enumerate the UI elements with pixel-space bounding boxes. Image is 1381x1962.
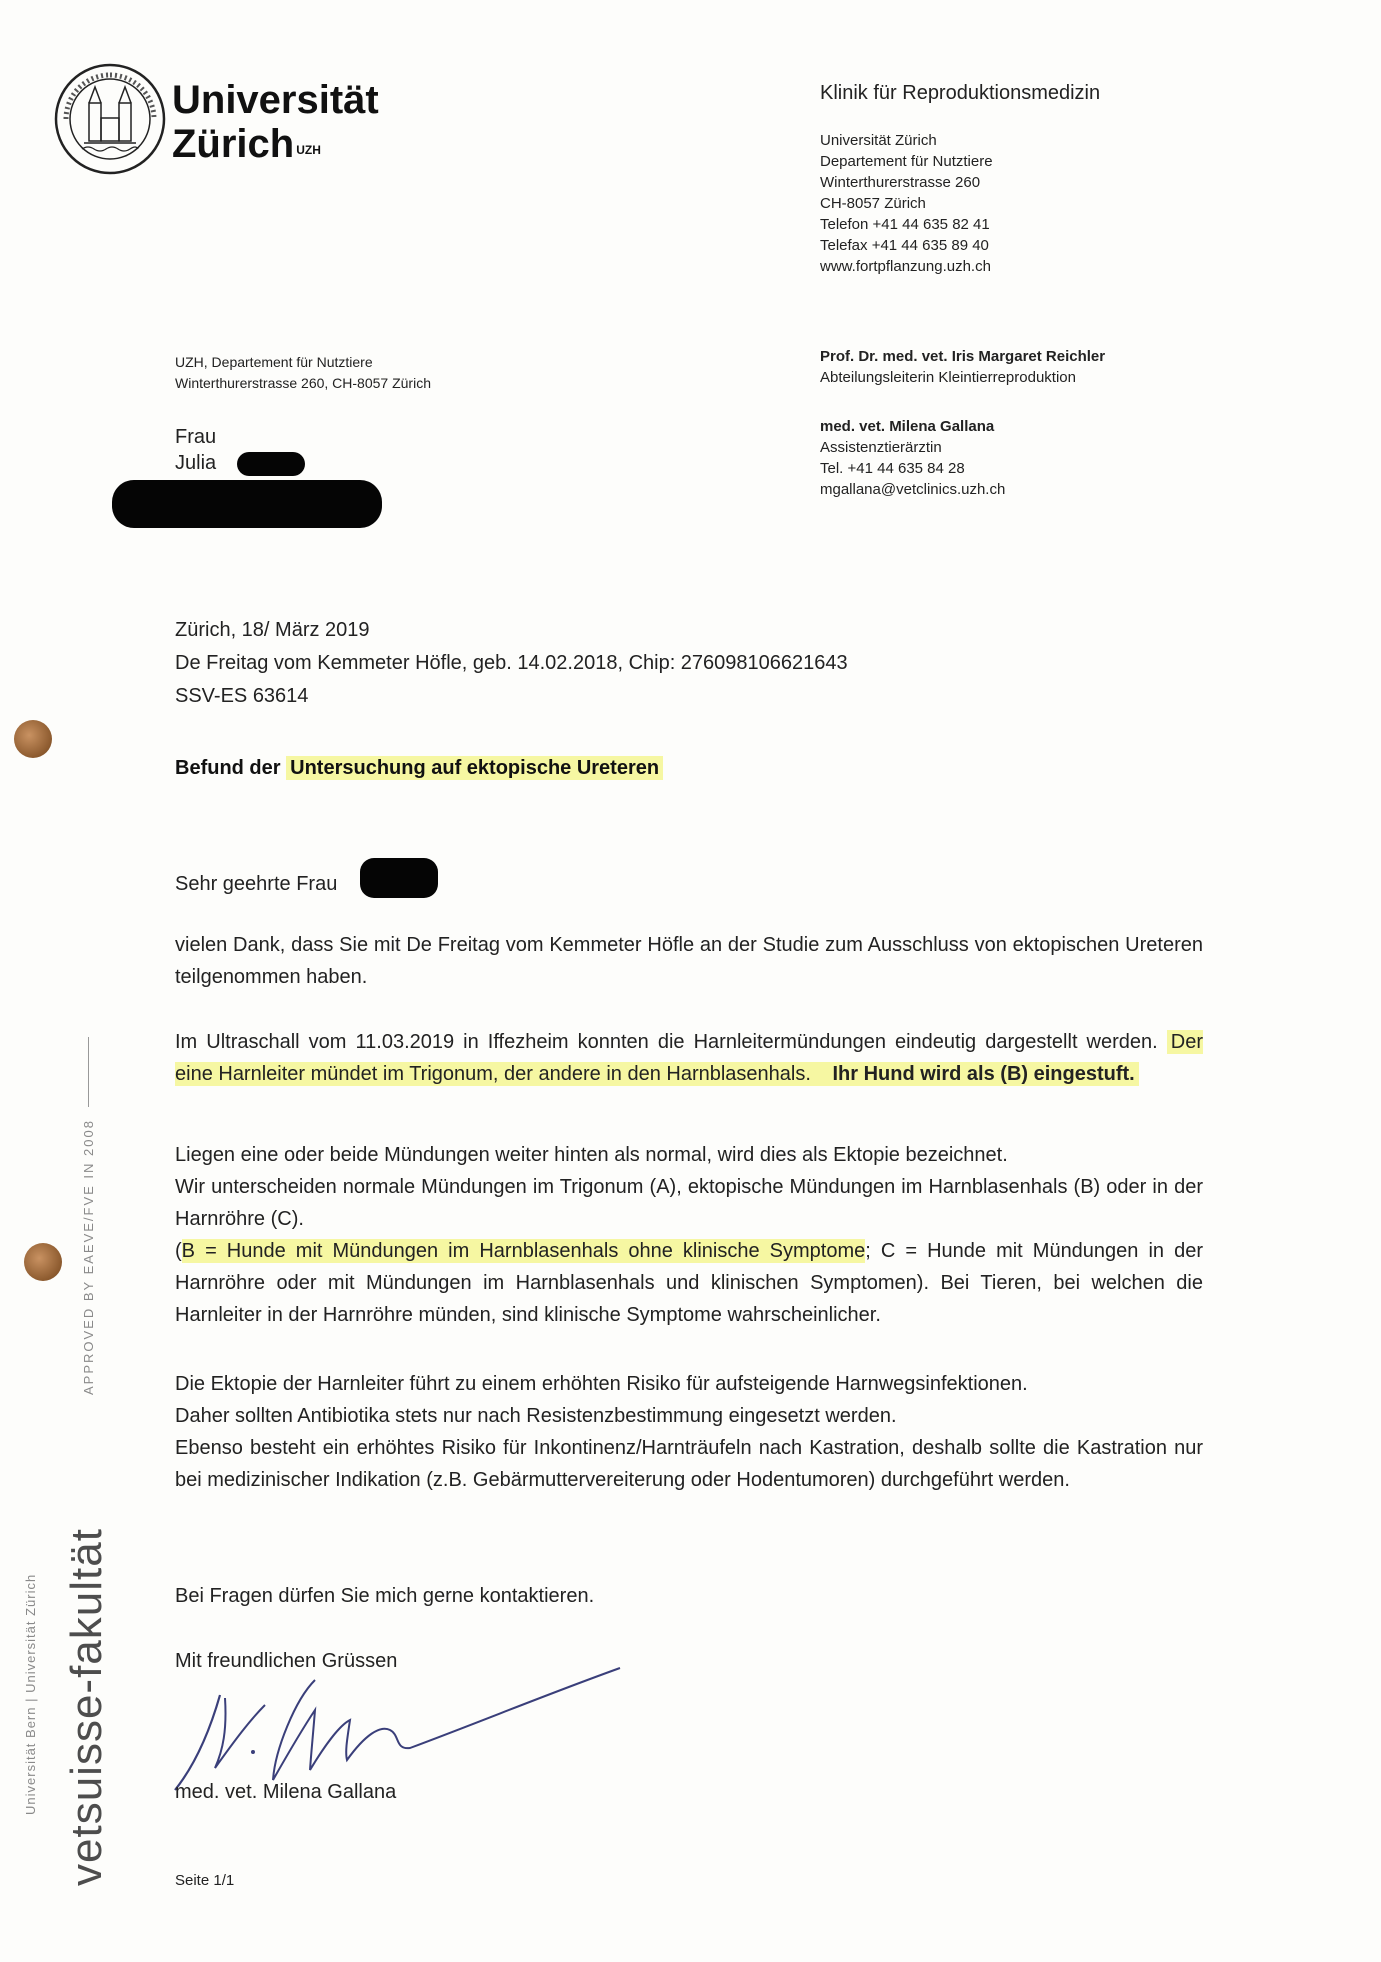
findings-classification: Ihr Hund wird als (B) eingestuft. xyxy=(828,1062,1138,1086)
ssv-number: SSV-ES 63614 xyxy=(175,685,309,707)
definitions-rest: ; C = Hunde mit Mündungen in der Harnröhre oder mit Mündungen im Harnblasenhals und klinischen Symptomen). Bei Tieren, bei welchen die Harnleiter in der Harnröhre münden, sind klinische Symptome wahrscheinlicher. xyxy=(175,1240,1203,1326)
wordmark-suffix: UZH xyxy=(296,143,321,157)
greeting xyxy=(175,868,1203,900)
sidebar-brand: vetsuisse-fakultät xyxy=(62,1528,111,1886)
staff-person2-role: Assistenztierärztin xyxy=(820,439,942,456)
wordmark-line1: Universität xyxy=(172,78,379,122)
clinic-address xyxy=(820,130,993,277)
clinic-fax: Telefax +41 44 635 89 40 xyxy=(820,237,989,254)
risks-line1: Die Ektopie der Harnleiter führt zu einem erhöhten Risiko für aufsteigende Harnwegsinfektionen. xyxy=(175,1373,1028,1395)
findings-highlight: Der eine Harnleiter mündet im Trigonum, der andere in den Harnblasenhals. xyxy=(175,1031,1203,1085)
definitions-line2: Wir unterscheiden normale Mündungen im Trigonum (A), ektopische Mündungen im Harnblasenhals (B) oder in der Harnröhre (C). xyxy=(175,1176,1203,1230)
definitions-line1: Liegen eine oder beide Mündungen weiter hinten als normal, wird dies als Ektopie bezeichnet. xyxy=(175,1144,1008,1166)
clinic-address-line: CH-8057 Zürich xyxy=(820,195,926,212)
staff-person2-email: mgallana@vetclinics.uzh.ch xyxy=(820,481,1006,498)
subject-prefix: Befund der xyxy=(175,757,281,779)
university-seal-icon xyxy=(54,63,166,175)
redaction-recipient-surname xyxy=(237,452,305,476)
paragraph-thanks xyxy=(175,929,1203,993)
signer-name: med. vet. Milena Gallana xyxy=(175,1781,397,1803)
recipient-salutation: Frau xyxy=(175,426,217,448)
clinic-phone: Telefon +41 44 635 82 41 xyxy=(820,216,990,233)
letter-date: Zürich, 18/ März 2019 xyxy=(175,619,370,641)
page-number: Seite 1/1 xyxy=(175,1872,235,1889)
staff-person2-phone: Tel. +41 44 635 84 28 xyxy=(820,460,965,477)
sidebar-approved-wrap xyxy=(80,1037,98,1395)
definitions-highlight: B = Hunde mit Mündungen im Harnblasenhals ohne klinische Symptome xyxy=(181,1240,866,1262)
redaction-recipient-address xyxy=(112,480,382,528)
clinic-website: www.fortpflanzung.uzh.ch xyxy=(820,258,991,275)
redaction-greeting-surname xyxy=(360,858,438,898)
staff-person1-role: Abteilungsleiterin Kleintierreproduktion xyxy=(820,369,1076,386)
sidebar-approved: APPROVED BY EAEVE/FVE IN 2008 xyxy=(81,1119,96,1395)
dog-identification: De Freitag vom Kemmeter Höfle, geb. 14.02.2018, Chip: 276098106621643 xyxy=(175,652,848,674)
vetsuisse-sidebar xyxy=(62,1528,112,1886)
punch-hole xyxy=(24,1243,62,1281)
sender-line1: UZH, Departement für Nutztiere xyxy=(175,354,373,370)
subject-highlight: Untersuchung auf ektopische Ureteren xyxy=(286,756,663,780)
clinic-address-line: Universität Zürich xyxy=(820,132,937,149)
paragraph-risks xyxy=(175,1368,1203,1496)
greeting-text: Sehr geehrte Frau xyxy=(175,873,338,895)
definitions-paren: ( xyxy=(175,1240,182,1262)
contact-text: Bei Fragen dürfen Sie mich gerne kontaktieren. xyxy=(175,1585,595,1607)
wordmark-line2: Zürich xyxy=(172,122,295,166)
closing-text: Mit freundlichen Grüssen xyxy=(175,1650,398,1672)
paragraph-contact xyxy=(175,1580,1203,1612)
recipient-first-name: Julia xyxy=(175,452,217,474)
risks-line3: Ebenso besteht ein erhöhtes Risiko für Inkontinenz/Harnträufeln nach Kastration, deshalb sollte die Kastration nur bei medizinischer Indikation (z.B. Gebärmuttervereiterung oder Hodentumoren) durchgeführt werden. xyxy=(175,1437,1203,1491)
paragraph-findings xyxy=(175,1026,1203,1090)
letter-meta xyxy=(175,614,848,713)
staff-person1-name: Prof. Dr. med. vet. Iris Margaret Reichler xyxy=(820,348,1106,365)
clinic-name: Klinik für Reproduktionsmedizin xyxy=(820,82,1101,104)
subject-line xyxy=(175,757,663,780)
paragraph-thanks-text: vielen Dank, dass Sie mit De Freitag vom Kemmeter Höfle an der Studie zum Ausschluss von ektopischen Ureteren teilgenommen haben. xyxy=(175,934,1203,988)
sender-line2: Winterthurerstrasse 260, CH-8057 Zürich xyxy=(175,375,431,391)
recipient-address xyxy=(175,424,216,476)
sender-return-address xyxy=(175,352,431,394)
punch-hole xyxy=(14,720,52,758)
sidebar-divider xyxy=(88,1037,89,1107)
paragraph-definitions xyxy=(175,1139,1203,1331)
staff-contacts xyxy=(820,346,1105,500)
risks-line2: Daher sollten Antibiotika stets nur nach Resistenzbestimmung eingesetzt werden. xyxy=(175,1405,897,1427)
clinic-address-line: Departement für Nutztiere xyxy=(820,153,993,170)
findings-intro: Im Ultraschall vom 11.03.2019 in Iffezheim konnten die Harnleitermündungen eindeutig dargestellt werden. xyxy=(175,1031,1158,1053)
clinic-address-line: Winterthurerstrasse 260 xyxy=(820,174,981,191)
university-wordmark xyxy=(172,78,379,166)
signer-block xyxy=(175,1776,1203,1808)
sidebar-universities-wrap xyxy=(22,1574,40,1815)
sidebar-universities: Universität Bern | Universität Zürich xyxy=(23,1573,38,1815)
staff-person2-name: med. vet. Milena Gallana xyxy=(820,418,995,435)
